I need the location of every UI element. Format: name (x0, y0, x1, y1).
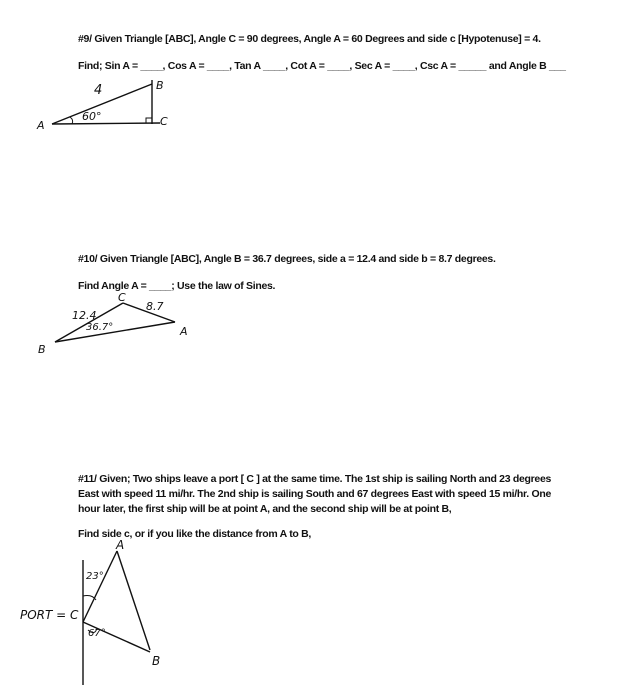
p9-vertex-a: A (37, 119, 45, 132)
p11-vertex-a: A (116, 538, 125, 552)
p10-side-a-label: 12.4 (72, 309, 97, 322)
problem-9-header: #9/ Given Triangle [ABC], Angle C = 90 degrees, Angle A = 60 Degrees and side c [Hypotenuse] = 4. (78, 33, 541, 45)
p10-vertex-c: C (118, 291, 126, 304)
problem-10-find-line: Find Angle A = ____; Use the law of Sines. (78, 280, 276, 292)
problem-11-find-line: Find side c, or if you like the distance from A to B, (78, 528, 312, 540)
p10-vertex-a: A (180, 325, 188, 338)
p9-side-label: 4 (94, 83, 103, 98)
problem-11-line-1: #11/ Given; Two ships leave a port [ C ] at the same time. The 1st ship is sailing North and 23 degrees (78, 473, 552, 485)
problem-11-line-2: East with speed 11 mi/hr. The 2nd ship is sailing South and 67 degrees East with speed 15 mi/hr. One (78, 488, 551, 500)
problem-10-header: #10/ Given Triangle [ABC], Angle B = 36.7 degrees, side a = 12.4 and side b = 8.7 degrees. (78, 253, 496, 265)
p9-vertex-c: C (160, 115, 168, 128)
p9-right-angle-mark (146, 118, 152, 123)
p11-angle-top-label: 23° (86, 571, 104, 582)
p11-vertex-b: B (152, 654, 161, 668)
p9-angle-arc (70, 117, 73, 124)
p11-side-c (117, 551, 150, 650)
problem-9-find-line: Find; Sin A = ____, Cos A = ____, Tan A ____, Cot A = ____, Sec A = ____, Csc A = _____ and Angle B ___ (78, 60, 566, 72)
p11-ship1-path (83, 551, 117, 622)
p11-angle-bottom-label: 67° (88, 628, 106, 639)
problem-11-line-3: hour later, the first ship will be at point A, and the second ship will be at point B, (78, 503, 452, 515)
p10-side-b-label: 8.7 (146, 300, 164, 313)
p10-angle-label: 36.7° (86, 322, 114, 333)
p9-angle-label: 60° (82, 110, 102, 123)
p10-vertex-b: B (38, 343, 46, 356)
p9-vertex-b: B (156, 79, 164, 92)
p9-base (52, 123, 160, 124)
p11-port-label: PORT = C (20, 608, 79, 622)
